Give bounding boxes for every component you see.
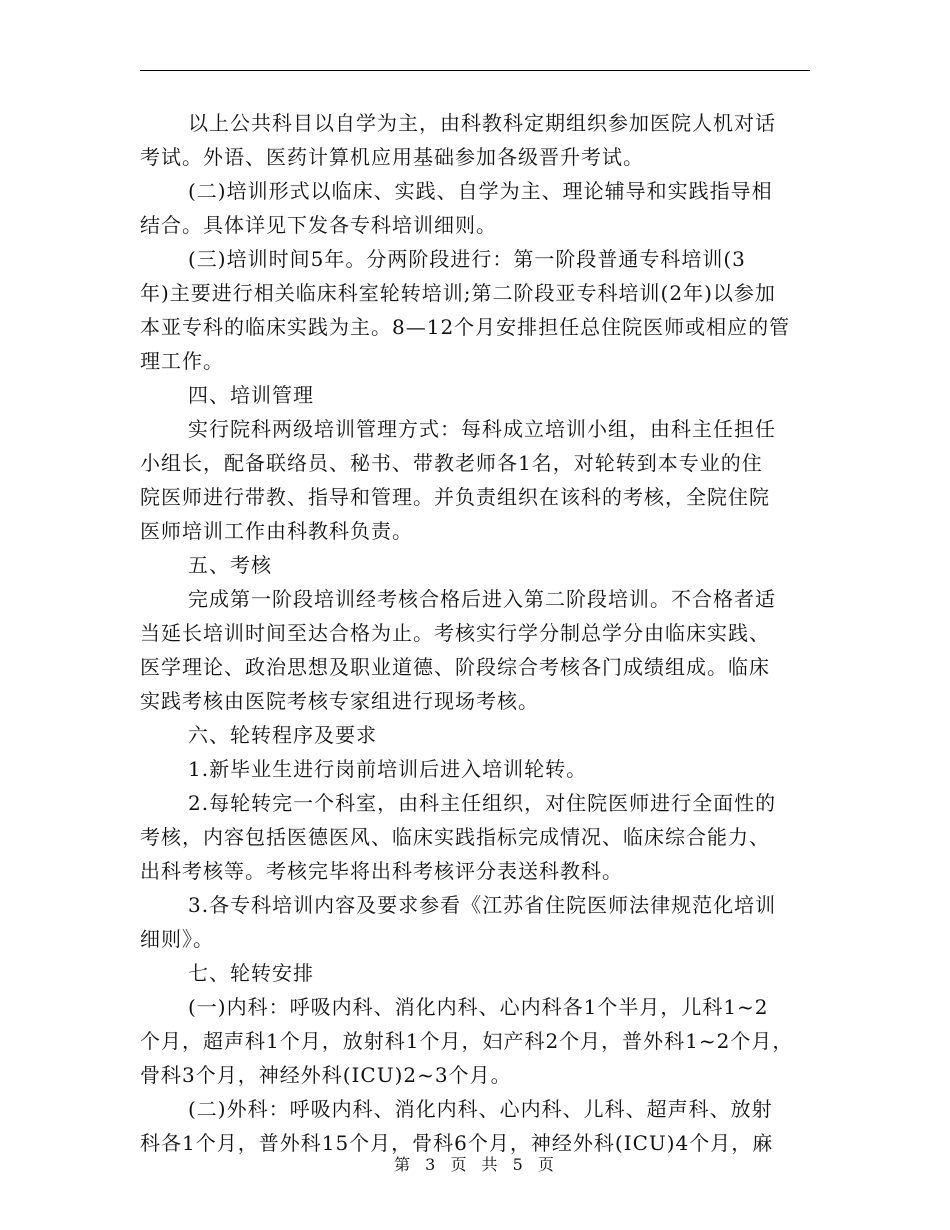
text-line: 考核，内容包括医德医风、临床实践指标完成情况、临床综合能力、 [140, 825, 770, 849]
text-line: 七、轮转安排 [188, 961, 314, 985]
text-line: 实践考核由医院考核专家组进行现场考核。 [140, 689, 539, 713]
text-line: (二)外科：呼吸内科、消化内科、心内科、儿科、超声科、放射 [188, 1097, 773, 1121]
text-line: 六、轮转程序及要求 [188, 723, 377, 747]
text-line: 2.每轮转完一个科室，由科主任组织，对住院医师进行全面性的 [188, 791, 777, 815]
document-body [140, 106, 810, 1160]
text-line: 个月，超声科1个月，放射科1个月，妇产科2个月，普外科1~2个月， [140, 1029, 794, 1053]
text-line: 骨科3个月，神经外科(ICU)2~3个月。 [140, 1063, 512, 1087]
text-line: 年)主要进行相关临床科室轮转培训;第二阶段亚专科培训(2年)以参加 [140, 281, 776, 305]
text-line: 医师培训工作由科教科负责。 [140, 519, 413, 543]
text-line: 实行院科两级培训管理方式：每科成立培训小组，由科主任担任 [188, 417, 776, 441]
text-line: 考试。外语、医药计算机应用基础参加各级晋升考试。 [140, 145, 644, 169]
text-line: 科各1个月，普外科15个月，骨科6个月，神经外科(ICU)4个月，麻 [140, 1131, 774, 1155]
text-line: 当延长培训时间至达合格为止。考核实行学分制总学分由临床实践、 [140, 621, 770, 645]
text-line: (二)培训形式以临床、实践、自学为主、理论辅导和实践指导相 [188, 179, 773, 203]
text-line: 医学理论、政治思想及职业道德、阶段综合考核各门成绩组成。临床 [140, 655, 770, 679]
text-line: 细则》。 [140, 927, 214, 951]
header-rule [140, 70, 810, 71]
text-line: 1.新毕业生进行岗前培训后进入培训轮转。 [188, 757, 588, 781]
text-line: 四、培训管理 [188, 383, 314, 407]
text-line: 本亚专科的临床实践为主。8—12个月安排担任总住院医师或相应的管 [140, 315, 791, 339]
text-line: (一)内科：呼吸内科、消化内科、心内科各1个半月，儿科1~2 [188, 995, 769, 1019]
text-line: 理工作。 [140, 349, 224, 373]
text-line: 3.各专科培训内容及要求参看《江苏省住院医师法律规范化培训 [188, 893, 777, 917]
text-line: 出科考核等。考核完毕将出科考核评分表送科教科。 [140, 859, 623, 883]
text-line: (三)培训时间5年。分两阶段进行：第一阶段普通专科培训(3 [188, 247, 746, 271]
page-footer: 第 3 页 共 5 页 [394, 1155, 556, 1174]
text-line: 小组长，配备联络员、秘书、带教老师各1名，对轮转到本专业的住 [140, 451, 763, 475]
text-line: 五、考核 [188, 553, 272, 577]
text-line: 院医师进行带教、指导和管理。并负责组织在该科的考核，全院住院 [140, 485, 770, 509]
text-line: 以上公共科目以自学为主，由科教科定期组织参加医院人机对话 [188, 111, 776, 135]
text-line: 结合。具体详见下发各专科培训细则。 [140, 213, 497, 237]
text-line: 完成第一阶段培训经考核合格后进入第二阶段培训。不合格者适 [188, 587, 776, 611]
